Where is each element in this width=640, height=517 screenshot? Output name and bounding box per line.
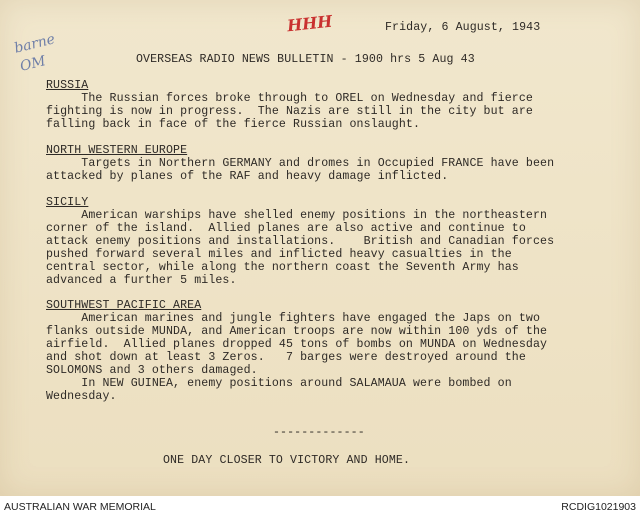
closing-line: ONE DAY CLOSER TO VICTORY AND HOME. <box>163 454 411 467</box>
divider-dashes: ------------- <box>273 426 365 439</box>
section-heading-russia: RUSSIA <box>46 79 89 92</box>
footer-institution: AUSTRALIAN WAR MEMORIAL <box>4 501 156 513</box>
section-heading-sw-pacific: SOUTHWEST PACIFIC AREA <box>46 299 202 312</box>
section-line: pushed forward several miles and inflicted heavy casualties in the <box>46 248 512 261</box>
red-pen-mark: HHH <box>286 11 334 36</box>
section-line: corner of the island. Allied planes are also active and continue to <box>46 222 526 235</box>
section-line: flanks outside MUNDA, and American troops are now within 100 yds of the <box>46 325 548 338</box>
section-line: American marines and jungle fighters have engaged the Japs on two <box>46 312 541 325</box>
section-line: Wednesday. <box>46 390 117 403</box>
section-line: American warships have shelled enemy positions in the northeastern <box>46 209 548 222</box>
section-line: advanced a further 5 miles. <box>46 274 237 287</box>
section-line: attacked by planes of the RAF and heavy damage inflicted. <box>46 170 449 183</box>
footer-reference-id: RCDIG1021903 <box>561 501 636 513</box>
section-line: SOLOMONS and 3 others damaged. <box>46 364 258 377</box>
section-line: airfield. Allied planes dropped 45 tons of bombs on MUNDA on Wednesday <box>46 338 548 351</box>
section-line: Targets in Northern GERMANY and dromes in Occupied FRANCE have been <box>46 157 555 170</box>
pencil-annotation-line2: OM <box>18 53 48 75</box>
section-line: fighting is now in progress. The Nazis are still in the city but are <box>46 105 533 118</box>
footer-bar <box>0 496 640 517</box>
section-heading-nw-europe: NORTH WESTERN EUROPE <box>46 144 188 157</box>
pencil-annotation-line1: barne <box>12 31 57 57</box>
bulletin-title: OVERSEAS RADIO NEWS BULLETIN - 1900 hrs 5 Aug 43 <box>136 53 475 66</box>
section-line: central sector, while along the northern coast the Seventh Army has <box>46 261 519 274</box>
section-line: attack enemy positions and installations. British and Canadian forces <box>46 235 555 248</box>
section-line: and shot down at least 3 Zeros. 7 barges were destroyed around the <box>46 351 526 364</box>
section-line: The Russian forces broke through to OREL on Wednesday and fierce <box>46 92 533 105</box>
section-line: In NEW GUINEA, enemy positions around SALAMAUA were bombed on <box>46 377 512 390</box>
section-line: falling back in face of the fierce Russian onslaught. <box>46 118 421 131</box>
bulletin-date: Friday, 6 August, 1943 <box>385 21 541 34</box>
section-heading-sicily: SICILY <box>46 196 89 209</box>
